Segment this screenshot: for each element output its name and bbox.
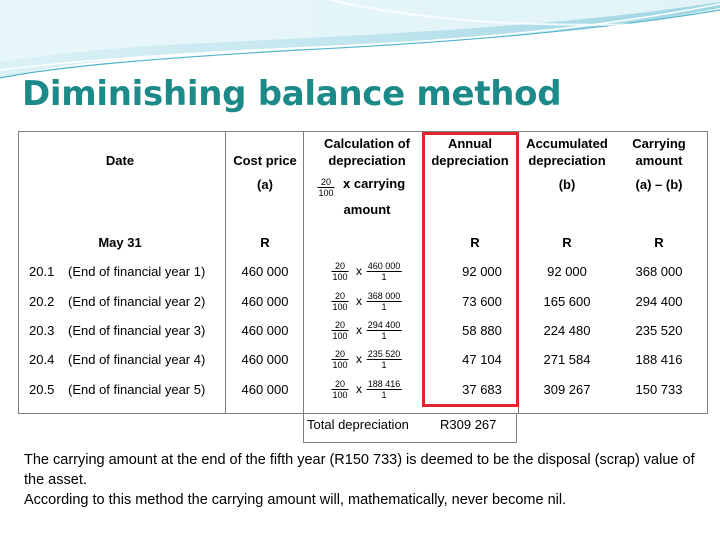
fraction-denominator: 1 (381, 390, 387, 400)
row-calc-value-fraction (367, 349, 402, 370)
row-calc-fraction (331, 320, 348, 341)
fraction-denominator: 100 (332, 360, 348, 370)
row-label: (End of financial year 5) (68, 382, 206, 397)
header-carrying-line1: Carrying (632, 136, 686, 151)
header-annual-line2: depreciation (431, 153, 509, 168)
row-cost: 460 000 (241, 352, 289, 367)
row-year: 20.3 (29, 323, 55, 338)
fraction-numerator: 368 000 (367, 291, 401, 301)
fraction-numerator: 460 000 (367, 261, 401, 271)
fraction-numerator: 20 (331, 349, 348, 360)
column-divider (303, 132, 304, 413)
row-carrying: 188 416 (635, 352, 683, 367)
fraction-denominator: 1 (381, 331, 387, 341)
row-carrying: 294 400 (635, 294, 683, 309)
note-line: According to this method the carrying amount will, mathematically, never become nil. (24, 492, 567, 508)
row-accum: 309 267 (543, 382, 591, 397)
row-cost: 460 000 (241, 294, 289, 309)
header-cost-price-sub: (a) (257, 177, 273, 192)
header-calc-line3: x carrying (343, 176, 406, 191)
row-annual: 37 683 (462, 382, 502, 397)
row-calc-value-fraction (367, 291, 402, 312)
row-annual: 47 104 (462, 352, 502, 367)
units-date: May 31 (98, 235, 142, 250)
units-carrying: R (654, 235, 664, 250)
row-year: 20.2 (29, 294, 55, 309)
multiply-sign: x (356, 264, 362, 278)
total-depreciation-label: Total depreciation (307, 417, 409, 432)
header-annual-line1: Annual (447, 136, 493, 151)
row-accum: 271 584 (543, 352, 591, 367)
row-carrying: 235 520 (635, 323, 683, 338)
row-calc-fraction (331, 379, 348, 400)
fraction-denominator: 1 (381, 302, 387, 312)
row-label: (End of financial year 3) (68, 323, 206, 338)
header-calc-line2: depreciation (328, 153, 406, 168)
row-cost: 460 000 (241, 264, 289, 279)
row-year: 20.1 (29, 264, 55, 279)
row-calc-fraction (331, 291, 348, 312)
row-annual: 92 000 (462, 264, 502, 279)
row-calc-fraction (331, 261, 348, 282)
units-cost: R (260, 235, 270, 250)
header-calc-fraction (317, 177, 334, 198)
header-cost-price: Cost price (233, 153, 297, 168)
fraction-numerator: 20 (331, 379, 348, 390)
units-annual: R (470, 235, 480, 250)
row-year: 20.5 (29, 382, 55, 397)
note-line: The carrying amount at the end of the fifth year (R150 733) is deemed to be the disposal (scrap) value of the asset. (24, 452, 695, 488)
fraction-numerator: 188 416 (367, 379, 401, 389)
row-year: 20.4 (29, 352, 55, 367)
fraction-numerator: 20 (331, 261, 348, 272)
page-title: Diminishing balance method (22, 74, 562, 114)
explanation-notes (24, 450, 704, 510)
row-carrying: 150 733 (635, 382, 683, 397)
row-accum: 165 600 (543, 294, 591, 309)
fraction-numerator: 20 (331, 291, 348, 302)
fraction-denominator: 1 (381, 272, 387, 282)
header-calc-line1: Calculation of (324, 136, 410, 151)
header-accum-line2: depreciation (528, 153, 606, 168)
multiply-sign: x (356, 382, 362, 396)
row-annual: 73 600 (462, 294, 502, 309)
column-divider (225, 132, 226, 413)
header-calc-line4: amount (343, 202, 391, 217)
header-accum-line1: Accumulated (526, 136, 608, 151)
row-calc-value-fraction (367, 320, 402, 341)
header-date: Date (105, 153, 135, 168)
fraction-denominator: 100 (332, 302, 348, 312)
header-carrying-sub: (a) – (b) (635, 177, 683, 192)
row-label: (End of financial year 1) (68, 264, 206, 279)
fraction-numerator: 20 (317, 177, 334, 188)
row-calc-value-fraction (367, 379, 402, 400)
total-depreciation-value: R309 267 (440, 417, 497, 432)
units-accum: R (562, 235, 572, 250)
fraction-denominator: 100 (318, 188, 334, 198)
multiply-sign: x (356, 352, 362, 366)
row-cost: 460 000 (241, 323, 289, 338)
row-calc-value-fraction (367, 261, 402, 282)
row-label: (End of financial year 4) (68, 352, 206, 367)
fraction-numerator: 294 400 (367, 320, 401, 330)
row-accum: 224 480 (543, 323, 591, 338)
header-accum-sub: (b) (558, 177, 576, 192)
multiply-sign: x (356, 294, 362, 308)
fraction-denominator: 1 (381, 360, 387, 370)
multiply-sign: x (356, 323, 362, 337)
fraction-denominator: 100 (332, 331, 348, 341)
fraction-numerator: 20 (331, 320, 348, 331)
fraction-numerator: 235 520 (367, 349, 401, 359)
fraction-denominator: 100 (332, 390, 348, 400)
fraction-denominator: 100 (332, 272, 348, 282)
row-label: (End of financial year 2) (68, 294, 206, 309)
row-calc-fraction (331, 349, 348, 370)
row-annual: 58 880 (462, 323, 502, 338)
row-accum: 92 000 (547, 264, 587, 279)
row-carrying: 368 000 (635, 264, 683, 279)
header-carrying-line2: amount (635, 153, 683, 168)
row-cost: 460 000 (241, 382, 289, 397)
